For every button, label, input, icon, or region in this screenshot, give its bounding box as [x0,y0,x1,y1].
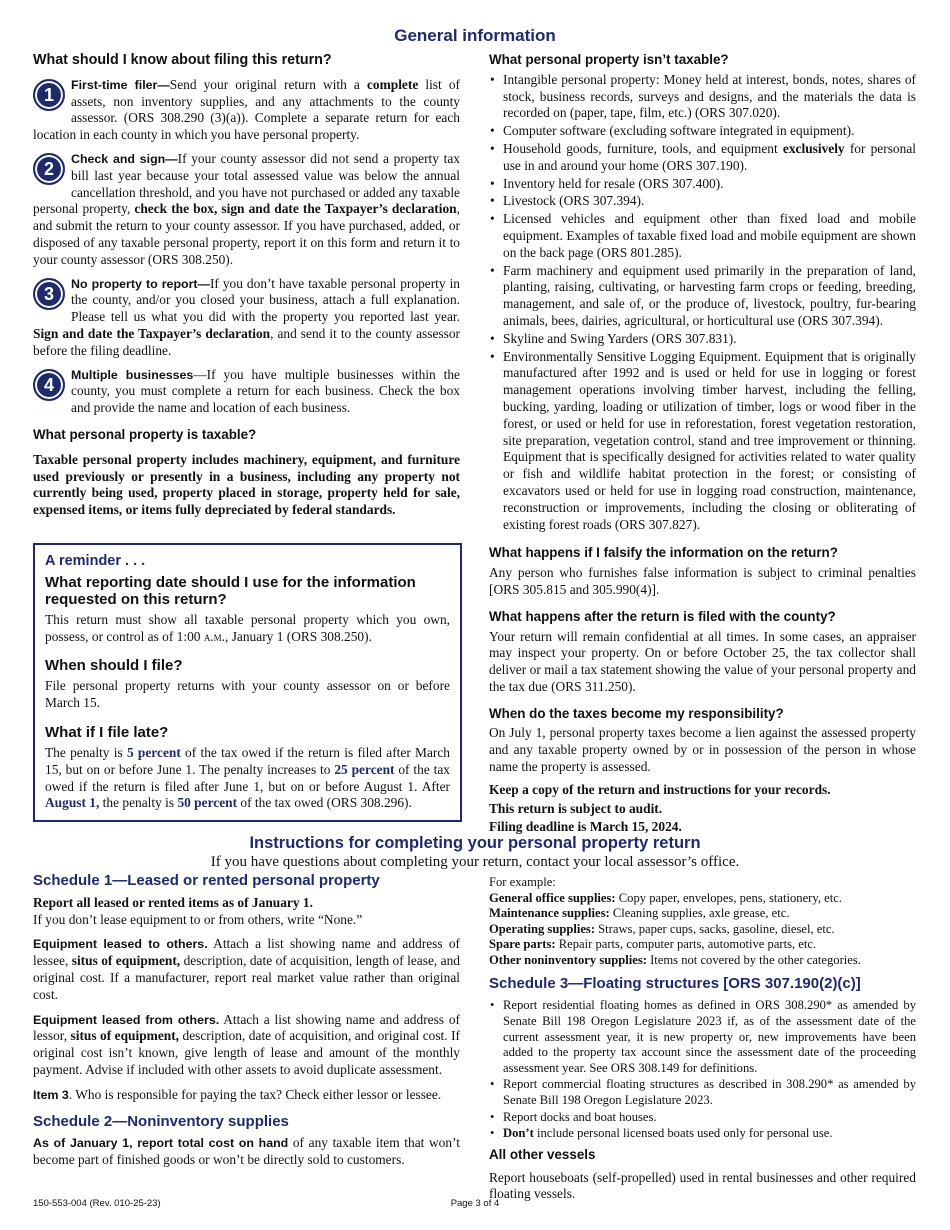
number-1-icon: 1 [33,79,65,111]
text: As of January 1, report total cost on hand [33,1136,289,1151]
text: Item 3 [33,1087,69,1102]
example-row [489,922,916,938]
list-item: • Licensed vehicles and equipment other than fixed load and mobile equipment. Examples of taxable fixed load and mobile equipment are shown on the back page (ORS 801.285). [489,211,916,261]
text: of the tax owed (ORS 308.296). [237,795,412,811]
schedule-3-list [489,998,916,1141]
answer-file-late [45,745,450,812]
schedule-1-title: Schedule 1—Leased or rented personal property [33,872,380,889]
item-text: , and send it to the county assessor before the filing deadline. [33,325,460,358]
text: Copy paper, envelopes, pens, stationery, etc. [615,890,842,905]
example-row [489,891,916,907]
page-number: Page 3 of 4 [450,1198,500,1209]
text: Straws, paper cups, sacks, gasoline, diesel, etc. [595,921,835,936]
text: Repair parts, computer parts, automotive parts, etc. [555,937,817,952]
text: Attach a list showing name and address of lessee, [33,936,460,969]
question-filing: What should I know about filing this return? [33,52,332,68]
taxable-description: Taxable personal property includes machinery, equipment, and furniture used previously or presently in a business, including any property not currently being used, property placed in storage, property held for sale, expensed items, or items fully depreciated by federal standards. [33,451,460,518]
answer-when-file: File personal property returns with your county assessor on or before March 15. [45,678,450,711]
item-text: list of assets, non inventory supplies, and any attachments to the county assessor. (ORS 308.290 (3)(a)). Complete a separate return for each location in each county in which you have personal property. [33,76,460,143]
item-text: , and submit the return to your county assessor. If you have purchased, added, or disposed of any taxable personal property, report it on this form and return it to your county assessor (ORS 308.250). [33,201,460,267]
list-item [489,1126,916,1142]
instructions-title: Instructions for completing your personal property return [249,834,701,852]
text: Household goods, furniture, tools, and equipment [503,140,783,156]
leased-to-others [33,936,460,1003]
penalty-25: 25 percent [334,761,395,777]
item-bold: Sign and date the Taxpayer’s declaration [33,325,271,341]
text: This return must show all taxable personal property which you own, possess, or control as of 1:00 [45,611,450,644]
text: Maintenance supplies: [489,906,610,921]
list-item: • Computer software (excluding software integrated in equipment). [489,123,916,140]
number-4-icon: 4 [33,369,65,401]
text: situs of equipment, [71,953,181,969]
text: Attach a list showing name and address of lessor, [33,1011,460,1044]
number-2-icon: 2 [33,153,65,185]
form-number: 150-553-004 (Rev. 010-25-23) [33,1198,161,1209]
answer-reporting-date [45,612,450,646]
list-item: • Report residential floating homes as defined in ORS 308.290* as amended by Senate Bill 198 Oregon Legislature 2023 if, as of the assessment date of the current assessment year, it is new property or, new improvements have been added to the property tax account since the assessment date of the proceeding assessment year. See ORS 308.149 for definitions. [489,998,916,1076]
example-row [489,937,916,953]
item-bold: complete [366,76,419,92]
text: The penalty is [45,744,127,760]
item-text: If your county assessor did not send a property tax bill last year because your total assessed value was below the annual cancellation threshold, and you have not purchased or added any taxable personal property, [33,150,461,217]
schedule-2-text [33,1135,460,1169]
text: include personal licensed boats used only for personal use. [533,1126,833,1141]
text: , January 1 (ORS 308.250). [225,628,372,644]
audit-note: This return is subject to audit. [489,800,663,816]
text: description, date of acquisition, and original cost. If original cost isn’t known, give length of lease and amount of the monthly payment. Advise if included with other assets to avoid duplicate assessment. [33,1028,460,1077]
lower-left-column [33,873,460,1175]
example-row [489,906,916,922]
schedule-3-title: Schedule 3—Floating structures [ORS 307.190(2)(c)] [489,974,861,992]
leased-from-others [33,1012,460,1079]
item-lead: Check and sign— [71,151,178,166]
item-check-and-sign [33,151,460,269]
list-item: • Inventory held for resale (ORS 307.400). [489,176,916,193]
item-lead: No property to report— [71,276,210,291]
question-after-filed: What happens after the return is filed with the county? [489,608,836,624]
text: of the tax owed if the return is filed after March 15, but on or before June 1. The penalty increases to [45,744,450,777]
list-item: • Farm machinery and equipment used primarily in the preparation of land, planting, raising, cultivating, or harvesting farm crops or feeding, breeding, management, and sale of, or the produce of, livestock, poultry, fur-bearing animals, bees, dairies, agricultural, or horticultural use (ORS 307.394). [489,263,916,330]
text: Cleaning supplies, axle grease, etc. [609,906,790,921]
instructions-subtitle: If you have questions about completing your return, contact your local assessor’s office. [210,854,740,870]
list-item: • Report commercial floating structures as described in 308.290* as amended by Senate Bill 198 Oregon Legislature 2023. [489,1077,916,1108]
text: Spare parts: [489,937,556,952]
list-item [489,141,916,175]
text: Items not covered by the other categories. [646,952,861,967]
question-reporting-date: What reporting date should I use for the information requested on this return? [45,573,416,608]
text: Equipment leased to others. [33,937,208,952]
item-3-note [33,1087,460,1104]
text: for personal use in and around your home (ORS 307.190). [503,140,916,173]
answer-falsify: Any person who furnishes false information is subject to criminal penalties [ORS 305.815 and 305.990(4)]. [489,565,916,597]
text: Other noninventory supplies: [489,952,647,967]
text: a.m. [203,628,226,644]
question-taxable: What personal property is taxable? [33,426,257,442]
text: the penalty is [99,795,178,811]
text: situs of equipment, [70,1028,180,1044]
list-item: • Environmentally Sensitive Logging Equipment. Equipment that is originally manufactured after 1992 and is used or held for use in logging or forest management operations involving timber harvest, including the felling, bucking, yarding, loading or utilization of timber, logs or wood fiber in the forest, or used or held for use in reforestation, forest vegetation restoration, site preparation, vegetation control, stand and tree improvement or thinning. Equipment that is specifically designed for activities related to water quality or fish and wildlife habitat protection in the forest; or consisting of excavators used or held for use in logging road construction, maintenance, reconstruction or improvements, including the closing or obliterating of existing forest roads (ORS 307.827). [489,349,916,534]
item-lead: First-time filer— [71,77,170,92]
text: description, date of acquisition, length of lease, and original cost. If a manufacturer, report real market value rather than original cost. [33,953,460,1002]
text: Don’t [503,1126,534,1141]
not-taxable-list [489,72,916,534]
text: exclusively [782,140,845,156]
item-no-property [33,276,460,360]
question-file-late: What if I file late? [45,723,169,741]
text: of any taxable item that won’t become part of finished goods or won’t be directly sold to customers. [33,1135,460,1168]
number-3-icon: 3 [33,278,65,310]
penalty-date: August 1, [45,795,100,811]
list-item: • Livestock (ORS 307.394). [489,193,916,210]
text: Equipment leased from others. [33,1012,220,1027]
page-title: General information [394,26,556,45]
text: Operating supplies: [489,921,596,936]
text: . Who is responsible for paying the tax? Check either lessor or lessee. [68,1086,442,1102]
list-item: • Intangible personal property: Money held at interest, bonds, notes, shares of stock, business records, surveys and designs, and the materials the data is recorded on (paper, tape, film, etc.) (ORS 307.020). [489,72,916,122]
schedule-1-report: Report all leased or rented items as of January 1. [33,894,313,910]
keep-copy-note: Keep a copy of the return and instructions for your records. [489,781,831,797]
lower-right-column [489,875,916,1209]
item-first-time-filer [33,77,460,144]
question-not-taxable: What personal property isn’t taxable? [489,52,729,67]
schedule-2-title: Schedule 2—Noninventory supplies [33,1112,289,1130]
penalty-50: 50 percent [177,795,238,811]
question-falsify: What happens if I falsify the information on the return? [489,545,838,561]
text: of the tax owed if the return is filed after June 1, but on or before August 1. After [45,761,450,794]
item-multiple-businesses [33,367,460,417]
left-column [33,52,460,525]
answer-after-filed: Your return will remain confidential at all times. In some cases, an appraiser may inspect your property. On or before October 25, the tax collector shall deliver or mail a tax statement showing the value of your personal property and the tax due (ORS 311.250). [489,628,916,694]
text: General office supplies: [489,890,616,905]
penalty-5: 5 percent [126,744,181,760]
vessels-title: All other vessels [489,1146,596,1162]
right-column [489,52,916,836]
schedule-1-none: If you don’t lease equipment to or from others, write “None.” [33,911,363,927]
item-bold: check the box, sign and date the Taxpayer’s declaration [134,201,457,217]
item-text: If you don’t have taxable personal property in the county, and/or you closed your business, attach a full explanation. Please tell us what you did with the property you reported last year. [71,275,460,325]
item-lead: Multiple businesses [71,367,194,382]
reminder-box [33,543,462,822]
item-text: —If you have multiple businesses within the county, you must complete a return for each business. Check the box and provide the name and location of each business. [71,366,460,416]
answer-responsibility: On July 1, personal property taxes become a lien against the assessed property and any taxable property owned by or in possession of the person in whose name the property is assessed. [489,725,916,775]
item-text: Send your original return with a [169,76,367,92]
reminder-title: A reminder . . . [45,553,146,569]
question-when-file: When should I file? [45,657,183,675]
filing-deadline: Filing deadline is March 15, 2024. [489,819,682,835]
vessels-text: Report houseboats (self-propelled) used in rental businesses and other required floating vessels. [489,1169,916,1202]
examples-intro: For example: [489,875,556,889]
example-row [489,953,916,969]
question-responsibility: When do the taxes become my responsibility? [489,705,784,721]
list-item: • Report docks and boat houses. [489,1110,916,1126]
list-item: • Skyline and Swing Yarders (ORS 307.831). [489,331,916,348]
